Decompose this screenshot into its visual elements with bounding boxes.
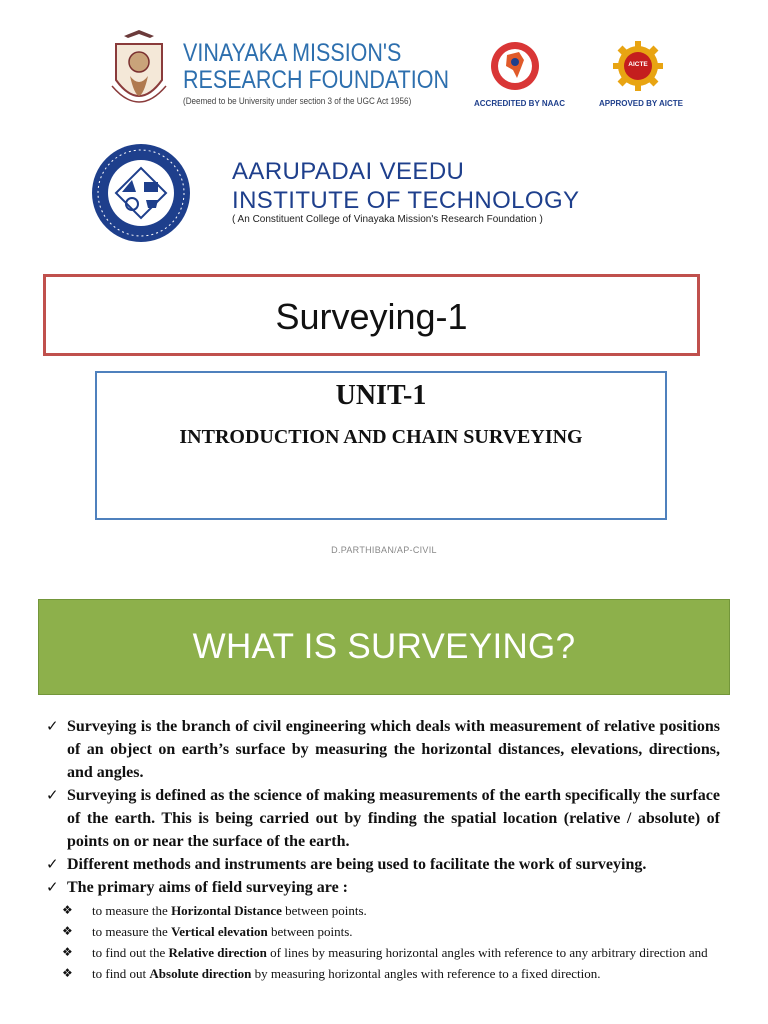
avit-name [232, 157, 579, 215]
bullet-point [46, 715, 720, 784]
bullet-point [46, 853, 720, 876]
naac-logo [489, 40, 541, 92]
bullet-point [46, 876, 720, 899]
bullet-point [46, 784, 720, 853]
slide-body [46, 715, 720, 984]
bullet-text: Different methods and instruments are being used to facilitate the work of surveying. [67, 856, 647, 873]
aim-text: by measuring horizontal angles with reference to a fixed direction. [251, 966, 601, 981]
avit-name-line1: AARUPADAI VEEDU [232, 158, 465, 185]
aim-text: to find out the [92, 945, 169, 960]
bullet-text: Surveying is defined as the science of making measurements of the earth specifically the surface of the earth. This is being carried out by finding the spatial location (relative / absolute) of points on or near the surface of the earth. [67, 787, 720, 850]
avit-subtitle: ( An Constituent College of Vinayaka Mission's Research Foundation ) [232, 214, 543, 225]
author-footer: D.PARTHIBAN/AP-CIVIL [331, 545, 437, 555]
check-icon: ✓ [46, 878, 59, 896]
naac-caption: ACCREDITED BY NAAC [474, 99, 565, 108]
check-icon: ✓ [46, 717, 59, 735]
vmrf-name [183, 40, 449, 94]
vmrf-name-line2: RESEARCH FOUNDATION [183, 66, 449, 94]
vmrf-emblem-logo [104, 28, 174, 114]
aim-item [46, 921, 720, 942]
check-icon: ✓ [46, 786, 59, 804]
unit-subtitle: INTRODUCTION AND CHAIN SURVEYING [179, 426, 583, 448]
aim-bold: Horizontal Distance [171, 903, 282, 918]
diamond-bullet-icon: ❖ [62, 924, 73, 938]
aim-text: to measure the [92, 924, 172, 939]
check-icon: ✓ [46, 855, 59, 873]
vmrf-subtitle: (Deemed to be University under section 3 of the UGC Act 1956) [183, 96, 412, 106]
avit-emblem-logo [90, 142, 192, 244]
diamond-bullet-icon: ❖ [62, 966, 73, 980]
aim-text: of lines by measuring horizontal angles with reference to any arbitrary direction and [266, 945, 708, 960]
course-title: Surveying-1 [275, 296, 468, 337]
unit-title: UNIT-1 [335, 380, 427, 411]
slide-title: WHAT IS SURVEYING? [192, 627, 576, 666]
aicte-caption: APPROVED BY AICTE [599, 99, 684, 108]
diamond-bullet-icon: ❖ [62, 903, 73, 917]
diamond-bullet-icon: ❖ [62, 945, 73, 959]
vmrf-name-line1: VINAYAKA MISSION'S [183, 39, 402, 67]
aim-text: to find out [92, 966, 150, 981]
aim-item [46, 963, 720, 984]
bullet-text: Surveying is the branch of civil engineering which deals with measurement of relative positions of an object on earth’s surface by measuring the horizontal distances, elevations, directions, and angles. [67, 718, 720, 781]
aicte-gear-logo [612, 40, 664, 92]
avit-name-line2: INSTITUTE OF TECHNOLOGY [232, 187, 580, 214]
aim-bold: Relative direction [168, 945, 267, 960]
aim-bold: Vertical elevation [171, 924, 268, 939]
aim-text: between points. [281, 903, 367, 918]
aim-item [46, 900, 720, 921]
aim-text: between points. [267, 924, 353, 939]
aim-item [46, 942, 720, 963]
aim-bold: Absolute direction [149, 966, 252, 981]
aim-text: to measure the [92, 903, 172, 918]
aicte-logo-text: AICTE [628, 61, 648, 68]
bullet-text: The primary aims of field surveying are : [67, 879, 349, 896]
